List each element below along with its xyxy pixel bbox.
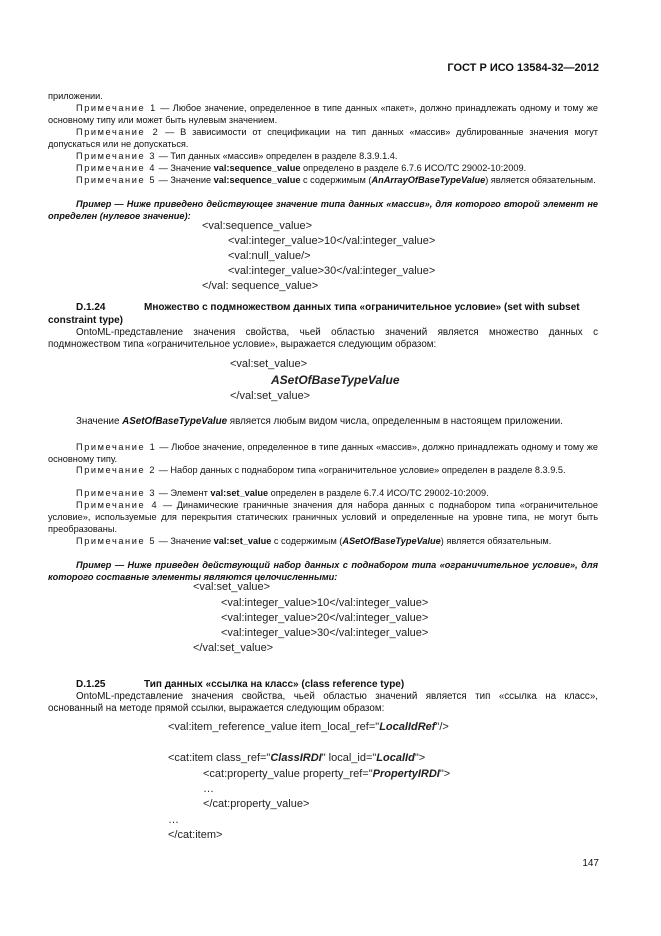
note-2: Примечание 2 — Набор данных с поднабором типа «ограничительное условие» определен в разделе 8.3.9.5.: [76, 465, 566, 475]
code-ellipsis: …: [168, 814, 179, 826]
note-3: Примечание 3 — Элемент val:set_value определен в разделе 6.7.4 ИСО/ТС 29002-10:2009.: [76, 488, 489, 498]
note-4: Примечание 4 — Динамические граничные значения для набора данных с поднабором типа «ограничительное условие», используемые для перекрытия статических граничных условий и определенные на уровне типа, не могут быть преобразованы.: [48, 500, 599, 534]
note-5: Примечание 5 — Значение val:set_value с содержимым (ASetOfBaseTypeValue) является обязательным.: [76, 536, 552, 546]
note-3: Примечание 3 — Тип данных «массив» определен в разделе 8.3.9.1.4.: [76, 151, 398, 161]
paragraph: Значение ASetOfBaseTypeValue является любым видом числа, определенным в настоящем приложении.: [76, 416, 563, 427]
code-line: <val:sequence_value>: [202, 220, 313, 232]
code-line: </val:set_value>: [230, 390, 311, 402]
code-line: </val:set_value>: [193, 642, 274, 654]
example-heading: Пример — Ниже приведен действующий набор данных с поднабором типа «ограничительное условие», для которого составные элементы являются целочисленными:: [48, 560, 598, 582]
code-line: <val:integer_value>10</val:integer_value>: [228, 235, 436, 247]
code-line: <val:set_value>: [230, 358, 308, 370]
code-line: <val:item_reference_value item_local_ref="LocalIdRef"/>: [168, 721, 449, 733]
code-line: <val:integer_value>20</val:integer_value>: [221, 612, 429, 624]
paragraph-continuation: приложении.: [48, 91, 103, 101]
section-intro: OntoML-представление значения свойства, чьей областью значений является тип «ссылка на класс», основанный на методе прямой ссылки, выражается следующим образом:: [48, 691, 598, 714]
code-placeholder: ASetOfBaseTypeValue: [271, 373, 400, 387]
note-1: Примечание 1 — Любое значение, определенное в типе данных «массив», должно принадлежать одному и тому же основному типу.: [48, 442, 599, 464]
page-number: 147: [582, 858, 599, 869]
note-1: Примечание 1 — Любое значение, определенное в типе данных «пакет», должно принадлежать одному и тому же основному типу или может быть нулевым значением.: [48, 103, 598, 125]
example-heading: Пример — Ниже приведено действующее значение типа данных «массив», для которого второй элемент не определен (нулевое значение):: [48, 199, 598, 221]
code-line: <val:integer_value>30</val:integer_value>: [221, 627, 429, 639]
note-4: Примечание 4 — Значение val:sequence_value определено в разделе 6.7.6 ИСО/ТС 29002-10:2009.: [76, 163, 527, 173]
note-5: Примечание 5 — Значение val:sequence_value с содержимым (AnArrayOfBaseTypeValue) является обязательным.: [76, 175, 596, 185]
code-ellipsis: …: [203, 783, 214, 795]
section-heading-d125: D.1.25 Тип данных «ссылка на класс» (class reference type): [76, 679, 405, 690]
code-line: <cat:property_value property_ref="PropertyIRDI">: [203, 768, 451, 780]
standard-header: ГОСТ Р ИСО 13584-32—2012: [447, 62, 599, 74]
code-line: </cat:property_value>: [203, 798, 310, 810]
section-heading-d124: D.1.24 Множество с подмножеством данных типа «ограничительное условие» (set with subset constraint type): [48, 302, 580, 326]
code-line: <val:integer_value>30</val:integer_value>: [228, 265, 436, 277]
note-2: Примечание 2 — В зависимости от спецификации на тип данных «массив» дублированные значения могут допускаться или не допускаться.: [48, 127, 598, 149]
code-line: <val:integer_value>10</val:integer_value>: [221, 597, 429, 609]
code-line: <val:null_value/>: [228, 250, 311, 262]
section-intro: OntoML-представление значения свойства, чьей областью значений является множество данных с подмножеством типа «ограничительное условие», выражается следующим образом:: [48, 327, 598, 350]
code-line: <cat:item class_ref="ClassIRDI" local_id="LocalId">: [168, 752, 426, 764]
code-line: </cat:item>: [168, 829, 223, 841]
code-line: </val: sequence_value>: [202, 280, 319, 292]
code-line: <val:set_value>: [193, 581, 271, 593]
